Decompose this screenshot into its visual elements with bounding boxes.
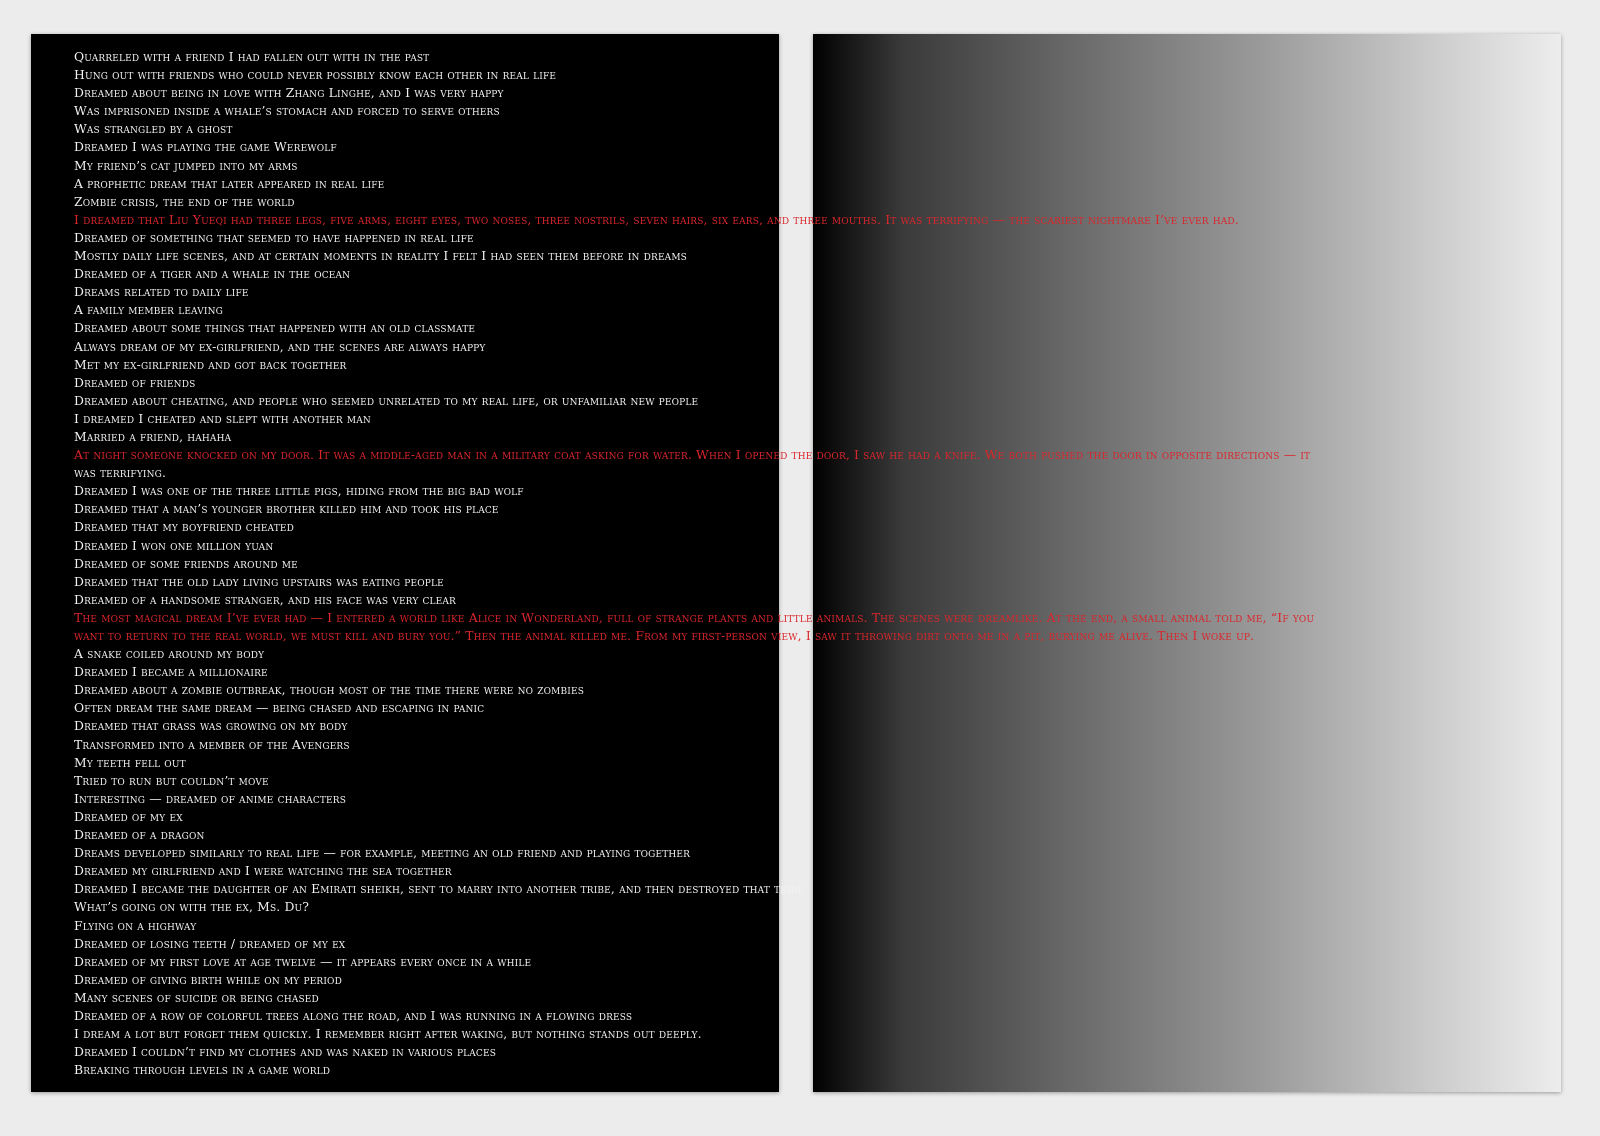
dream-line: Dreamed of some friends around me bbox=[74, 555, 298, 571]
dream-line: Dreamed I was playing the game Werewolf bbox=[74, 139, 337, 155]
dream-line: Dreamed of my first love at age twelve — it appears every once in a while bbox=[74, 953, 532, 969]
dream-line: Met my ex-girlfriend and got back together bbox=[74, 356, 347, 372]
dream-line: Zombie crisis, the end of the world bbox=[74, 193, 295, 209]
dream-line: Dreamed about some things that happened with an old classmate bbox=[74, 320, 476, 336]
dream-line: Dreamed of something that seemed to have happened in real life bbox=[74, 229, 474, 245]
dream-line: Dreamed that grass was growing on my body bbox=[74, 718, 348, 734]
dream-line: Dreams developed similarly to real life — for example, meeting an old friend and playing together bbox=[74, 845, 690, 861]
dream-line: Dreamed I couldn’t find my clothes and was naked in various places bbox=[74, 1044, 497, 1060]
dream-line: Breaking through levels in a game world bbox=[74, 1062, 331, 1078]
dream-line: Dreamed I became the daughter of an Emirati sheikh, sent to marry into another tribe, and then destroyed that tribe bbox=[74, 881, 805, 897]
dream-line: My friend’s cat jumped into my arms bbox=[74, 157, 298, 173]
dream-line: Dreamed of a row of colorful trees along the road, and I was running in a flowing dress bbox=[74, 1007, 633, 1023]
dream-line: Transformed into a member of the Avengers bbox=[74, 736, 350, 752]
dream-list bbox=[74, 48, 1514, 1079]
dream-line: Dreamed of friends bbox=[74, 374, 196, 390]
dream-line-highlighted: I dreamed that Liu Yueqi had three legs, five arms, eight eyes, two noses, three nostrils, seven hairs, six ears, and three mouths. It was terrifying — the scariest nightmare I’ve ever had. bbox=[74, 211, 1239, 227]
dream-line: A family member leaving bbox=[74, 302, 223, 318]
dream-line: Dreamed about a zombie outbreak, though most of the time there were no zombies bbox=[74, 682, 585, 698]
dream-line: Married a friend, hahaha bbox=[74, 428, 232, 444]
dream-line: Dreamed that a man’s younger brother killed him and took his place bbox=[74, 501, 499, 517]
dream-line: My teeth fell out bbox=[74, 754, 186, 770]
dream-line: Dreamed my girlfriend and I were watching the sea together bbox=[74, 863, 452, 879]
dream-line: Dreamed I became a millionaire bbox=[74, 664, 268, 680]
dream-line: Dreamed of losing teeth / dreamed of my ex bbox=[74, 935, 346, 951]
dream-line: Dreamed I won one million yuan bbox=[74, 537, 274, 553]
dream-line-highlighted: The most magical dream I’ve ever had — I entered a world like Alice in Wonderland, full of strange plants and little animals. The scenes were dreamlike. At the end, a small animal told me, “If you bbox=[74, 609, 1315, 625]
dream-line: was terrifying. bbox=[74, 465, 167, 481]
dream-line: Was imprisoned inside a whale’s stomach and forced to serve others bbox=[74, 103, 500, 119]
dream-line: I dreamed I cheated and slept with another man bbox=[74, 410, 371, 426]
dream-line: Tried to run but couldn’t move bbox=[74, 772, 269, 788]
dream-line: A snake coiled around my body bbox=[74, 646, 265, 662]
dream-line: Dreamed I was one of the three little pigs, hiding from the big bad wolf bbox=[74, 483, 524, 499]
dream-line: Dreams related to daily life bbox=[74, 284, 249, 300]
dream-line: Dreamed of my ex bbox=[74, 808, 183, 824]
dream-line: Dreamed of a tiger and a whale in the ocean bbox=[74, 266, 351, 282]
dream-line-highlighted: At night someone knocked on my door. It was a middle-aged man in a military coat asking for water. When I opened the door, I saw he had a knife. We both pushed the door in opposite directions — it bbox=[74, 447, 1311, 463]
dream-line: Always dream of my ex-girlfriend, and the scenes are always happy bbox=[74, 338, 486, 354]
dream-line: Flying on a highway bbox=[74, 917, 197, 933]
dream-line: Interesting — dreamed of anime characters bbox=[74, 790, 347, 806]
dream-line-highlighted: want to return to the real world, we must kill and bury you.” Then the animal killed me. From my first-person view, I saw it throwing dirt onto me in a pit, burying me alive. Then I woke up. bbox=[74, 628, 1255, 643]
dream-line: Dreamed of giving birth while on my period bbox=[74, 971, 342, 987]
dream-line: Dreamed about cheating, and people who seemed unrelated to my real life, or unfamiliar new people bbox=[74, 392, 699, 408]
dream-line: What’s going on with the ex, Ms. Du? bbox=[74, 899, 310, 915]
dream-line: Dreamed that my boyfriend cheated bbox=[74, 519, 294, 535]
dream-line: A prophetic dream that later appeared in real life bbox=[74, 175, 385, 191]
dream-line: Dreamed that the old lady living upstairs was eating people bbox=[74, 573, 444, 589]
dream-line: Often dream the same dream — being chased and escaping in panic bbox=[74, 700, 485, 716]
dream-line: Dreamed about being in love with Zhang Linghe, and I was very happy bbox=[74, 85, 504, 101]
dream-line: Was strangled by a ghost bbox=[74, 121, 233, 137]
dream-line: Dreamed of a handsome stranger, and his face was very clear bbox=[74, 591, 456, 607]
dream-line: I dream a lot but forget them quickly. I remember right after waking, but nothing stands out deeply. bbox=[74, 1026, 702, 1042]
dream-line: Many scenes of suicide or being chased bbox=[74, 989, 319, 1005]
dream-line: Quarreled with a friend I had fallen out with in the past bbox=[74, 49, 430, 64]
dream-line: Mostly daily life scenes, and at certain moments in reality I felt I had seen them before in dreams bbox=[74, 248, 687, 264]
dream-line: Dreamed of a dragon bbox=[74, 827, 205, 843]
dream-line: Hung out with friends who could never possibly know each other in real life bbox=[74, 67, 557, 83]
